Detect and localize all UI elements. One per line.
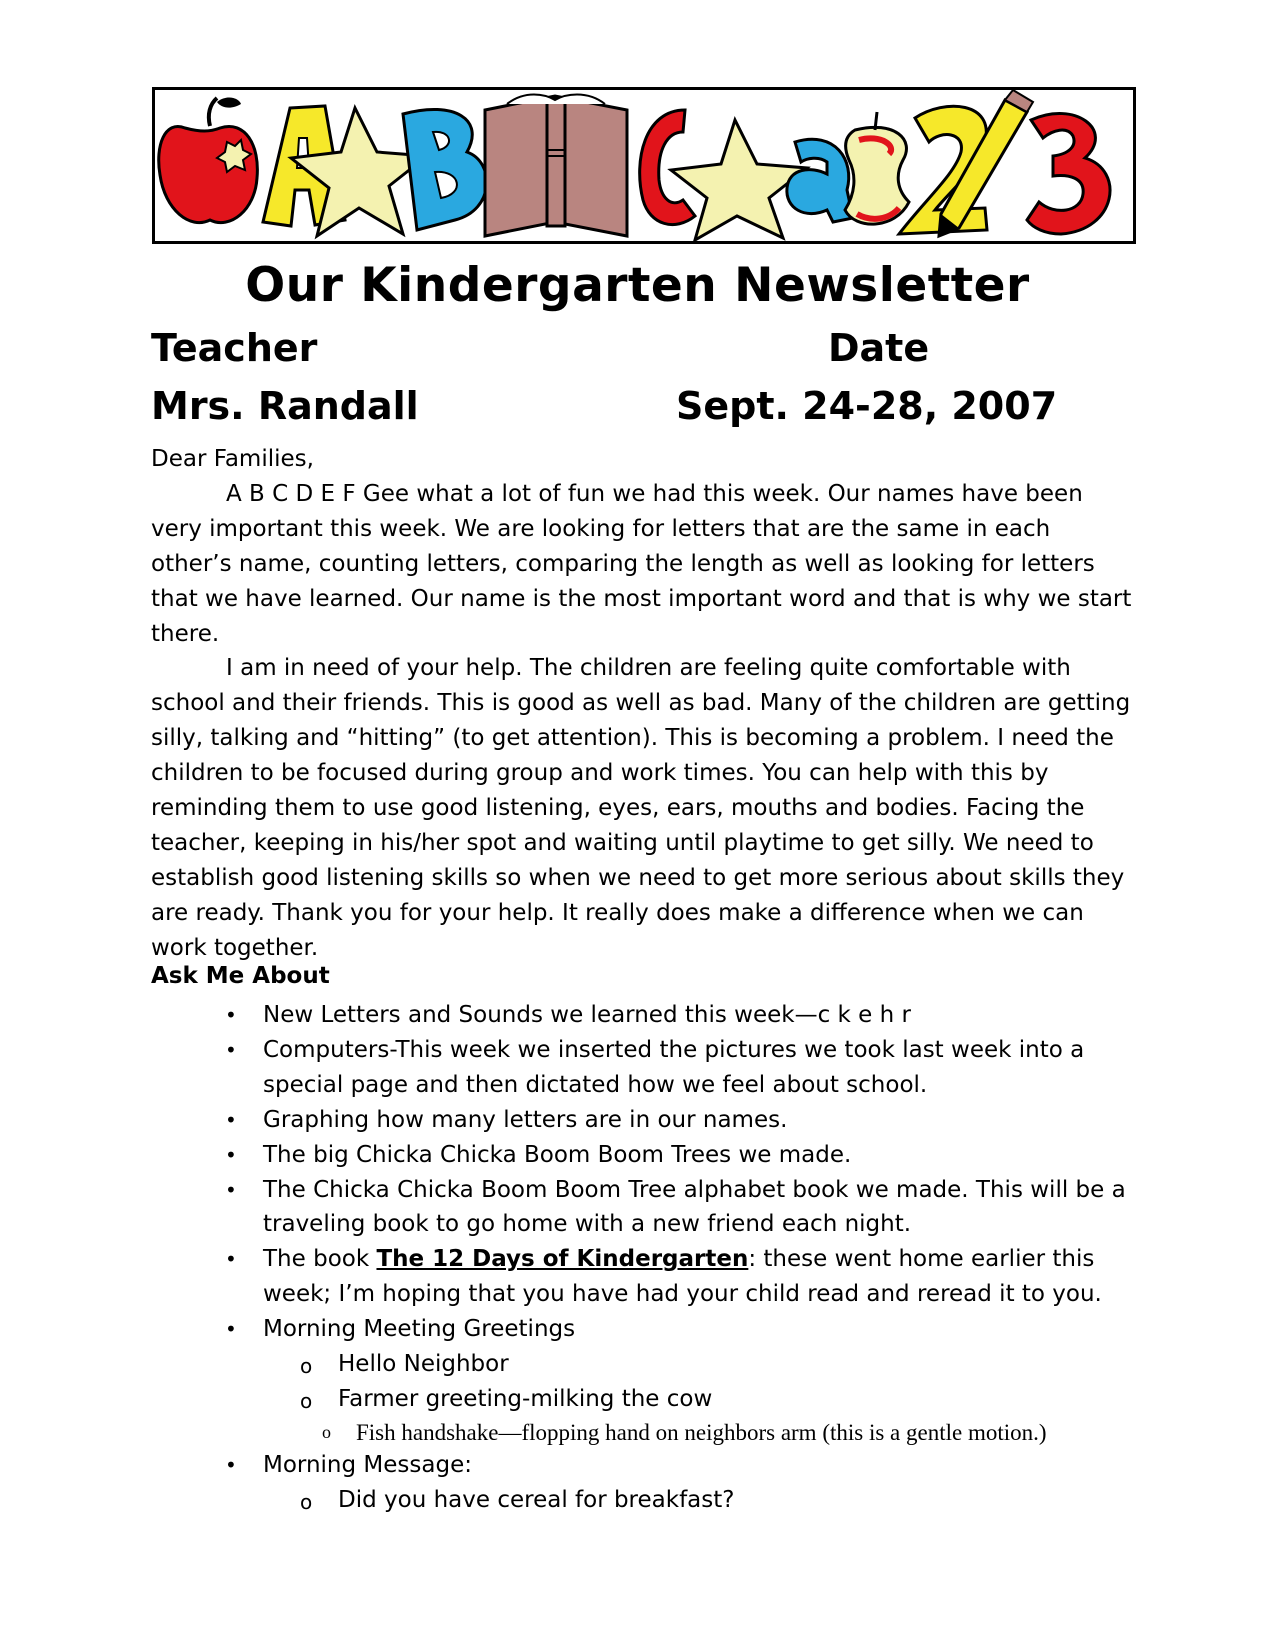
apple-icon [159,98,258,223]
circle-bullet-icon: o [300,1354,313,1379]
list-item-text: New Letters and Sounds we learned this week—c k e h r [263,1002,911,1028]
ask-me-about-list [151,998,1136,1518]
paragraph-2: I am in need of your help. The children are feeling quite comfortable with school and their friends. This is good as well as bad. Many of the children are getting silly, talking and “hitting” (to get attention). This is becoming a problem. I need the children to be focused during group and work times. You can help with this by reminding them to use good listening, eyes, ears, mouths and bodies. Facing the teacher, keeping in his/her spot and waiting until playtime to get silly. We need to establish good listening skills so when we need to get more serious about skills they are ready. Thank you for your help. It really does make a difference when we can work together. [151,655,1131,961]
ask-me-about-heading: Ask Me About [151,963,330,989]
sub-item-text: Hello Neighbor [338,1351,509,1378]
bullet-icon: • [225,1177,237,1202]
book-title: The 12 Days of Kindergarten [376,1246,749,1273]
star-icon-2 [671,120,807,240]
bullet-icon: • [225,1247,237,1272]
sub-list-item [151,1382,1136,1417]
list-item [151,998,1136,1033]
sub-list-item [151,1347,1136,1382]
sub-item-text: Farmer greeting-milking the cow [338,1385,713,1412]
banner-illustration [155,90,1133,241]
sub-sub-item-text: Fish handshake—flopping hand on neighbors arm (this is a gentle motion.) [356,1419,1047,1445]
list-item-text: The big Chicka Chicka Boom Boom Trees we made. [263,1141,852,1168]
letter-body [151,442,1136,966]
book-item-suffix: : these went home earlier this week; I’m hoping that you have had your child read and reread it to you. [263,1246,1102,1308]
greetings-label: Morning Meeting Greetings [263,1316,576,1343]
date-value: Sept. 24-28, 2007 [676,384,1058,428]
newsletter-title: Our Kindergarten Newsletter [245,258,1030,313]
letter-a-blue-icon [787,139,853,222]
list-item [151,1173,1136,1243]
bullet-icon: • [225,1037,237,1062]
bullet-icon: • [225,1452,237,1477]
sub-list-item [151,1483,1136,1518]
bullet-icon: • [225,1003,237,1027]
list-item [151,1103,1136,1138]
teacher-label: Teacher [151,326,318,370]
circle-bullet-icon: o [322,1421,331,1442]
paragraph-1: A B C D E F Gee what a lot of fun we had this week. Our names have been very important this week. We are looking for letters that are the same in each other’s name, counting letters, comparing the length as well as looking for letters that we have learned. Our name is the most important word and that is why we start there. [151,480,1132,647]
teacher-name: Mrs. Randall [151,384,419,428]
apple-core-icon [845,112,909,224]
list-item [151,1033,1136,1103]
salutation: Dear Families, [151,446,314,472]
number-3-red-icon [1027,114,1110,234]
message-label: Morning Message: [263,1451,472,1478]
list-item-greetings [151,1312,1136,1347]
sub-sub-list-item [151,1417,1136,1448]
book-icon [485,95,627,237]
date-label: Date [828,326,930,370]
list-item [151,1138,1136,1173]
bullet-icon: • [225,1107,237,1132]
circle-bullet-icon: o [300,1388,313,1413]
bullet-icon: • [225,1317,237,1342]
bullet-icon: • [225,1142,237,1167]
list-item-message [151,1448,1136,1483]
list-item-text: Computers-This week we inserted the pictures we took last week into a special page and then dictated how we feel about school. [263,1036,1085,1098]
circle-bullet-icon: o [300,1489,313,1514]
sub-item-text: Did you have cereal for breakfast? [338,1486,735,1513]
list-item-book [151,1242,1136,1312]
list-item-text: The Chicka Chicka Boom Boom Tree alphabet book we made. This will be a traveling book to go home with a new friend each night. [263,1176,1126,1238]
list-item-text: Graphing how many letters are in our names. [263,1106,788,1133]
letter-b-blue-icon [403,109,487,230]
header-clipart-banner [152,87,1136,244]
book-item-prefix: The book [263,1246,377,1273]
